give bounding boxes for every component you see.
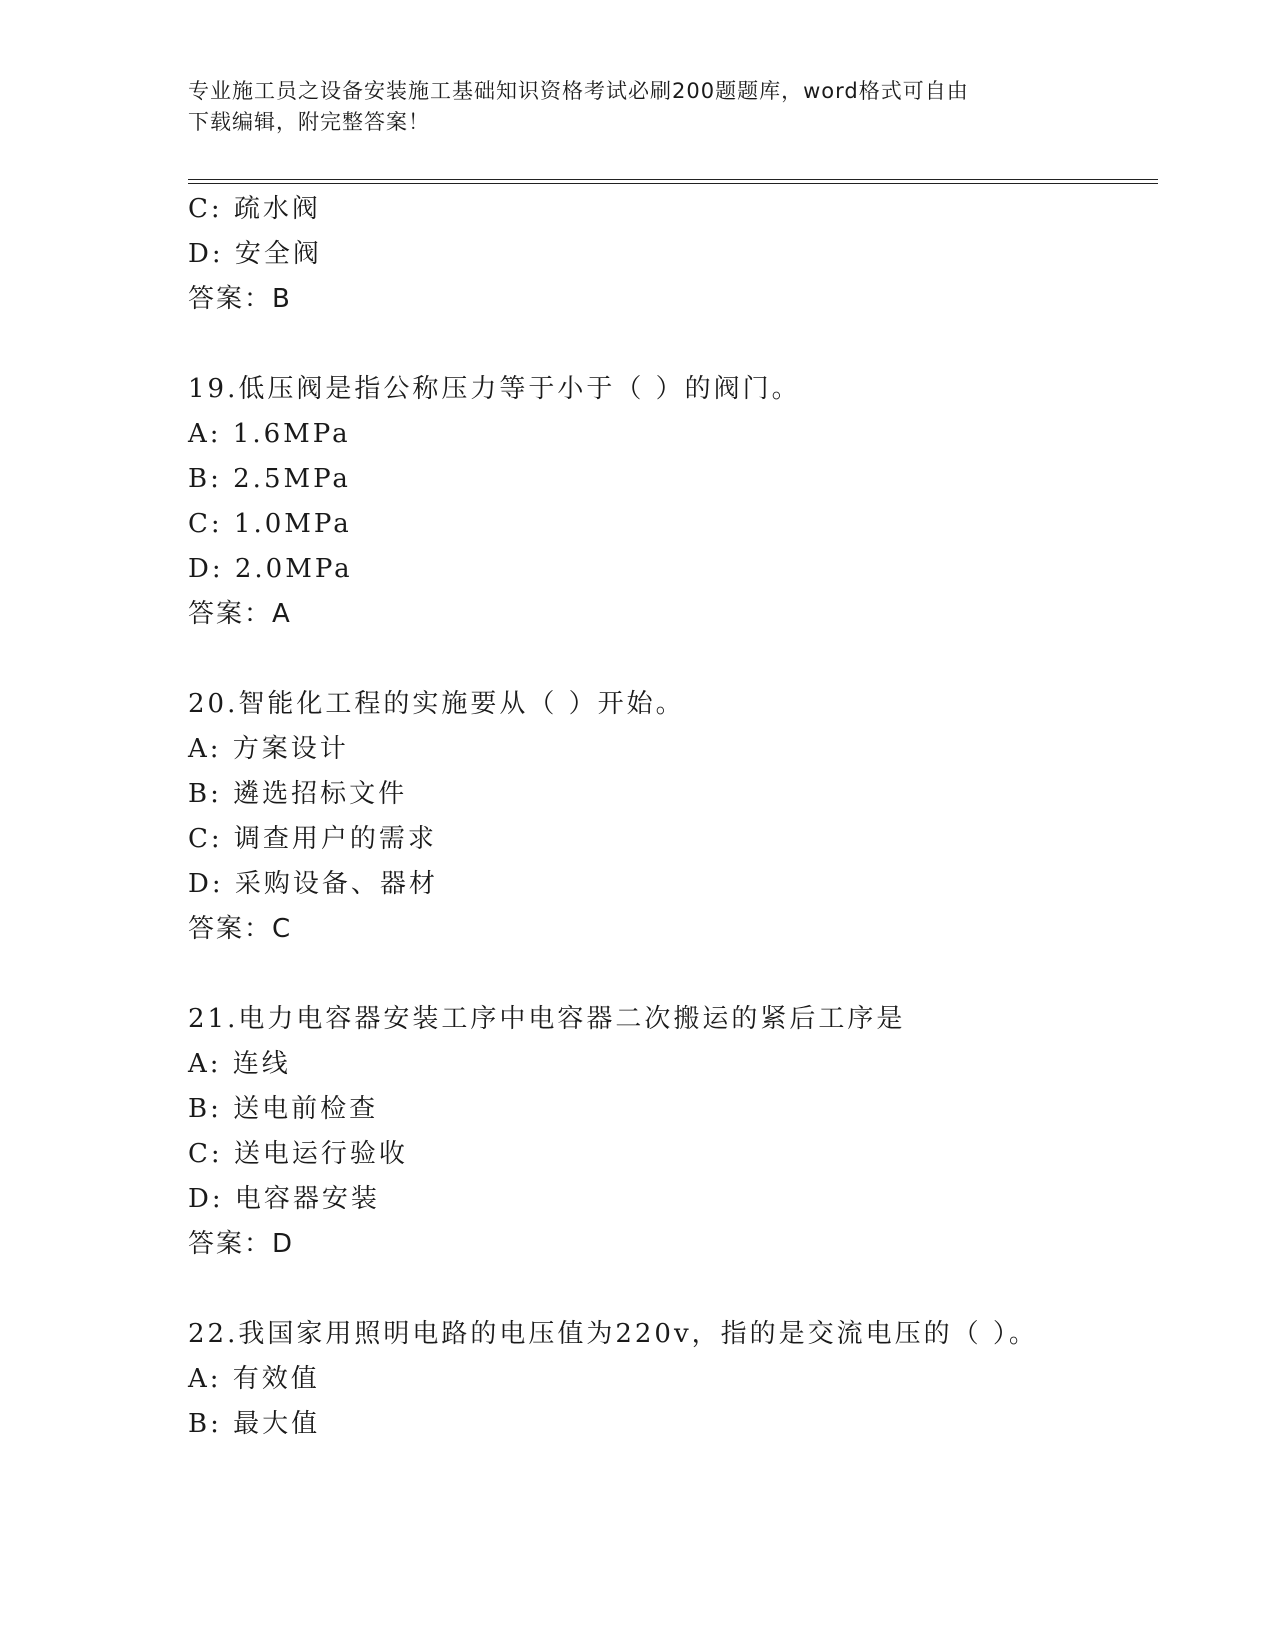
q21-option-b: B: 送电前检查 [188, 1094, 379, 1124]
q20-option-a: A: 方案设计 [188, 734, 349, 764]
question-20: 20.智能化工程的实施要从（ ）开始。 [188, 689, 685, 719]
q19-option-a: A: 1.6MPa [188, 419, 351, 449]
header-line-2: 下载编辑，附完整答案！ [188, 110, 430, 134]
q20-option-c: C: 调查用户的需求 [188, 824, 437, 854]
q22-option-a: A: 有效值 [188, 1364, 320, 1394]
q19-option-d: D: 2.0MPa [188, 554, 353, 584]
header-divider-top [188, 179, 1158, 180]
q19-answer: 答案：A [188, 599, 292, 629]
question-21: 21.电力电容器安装工序中电容器二次搬运的紧后工序是 [188, 1004, 906, 1034]
prev-option-c: C: 疏水阀 [188, 194, 321, 224]
q19-option-b: B: 2.5MPa [188, 464, 351, 494]
question-19: 19.低压阀是指公称压力等于小于（ ）的阀门。 [188, 374, 801, 404]
document-header [188, 76, 1068, 138]
q21-option-a: A: 连线 [188, 1049, 291, 1079]
question-22: 22.我国家用照明电路的电压值为220v，指的是交流电压的（ ）。 [188, 1319, 1038, 1349]
q19-option-c: C: 1.0MPa [188, 509, 352, 539]
prev-answer: 答案：B [188, 284, 292, 314]
q21-answer: 答案：D [188, 1229, 295, 1259]
q21-option-c: C: 送电运行验收 [188, 1139, 408, 1169]
q20-option-d: D: 采购设备、器材 [188, 869, 438, 899]
header-line-1: 专业施工员之设备安装施工基础知识资格考试必刷200题题库，word格式可自由 [188, 79, 969, 103]
q20-option-b: B: 遴选招标文件 [188, 779, 408, 809]
q20-answer: 答案：C [188, 914, 293, 944]
prev-option-d: D: 安全阀 [188, 239, 322, 269]
header-divider-bottom [188, 183, 1158, 184]
q22-option-b: B: 最大值 [188, 1409, 321, 1439]
q21-option-d: D: 电容器安装 [188, 1184, 380, 1214]
